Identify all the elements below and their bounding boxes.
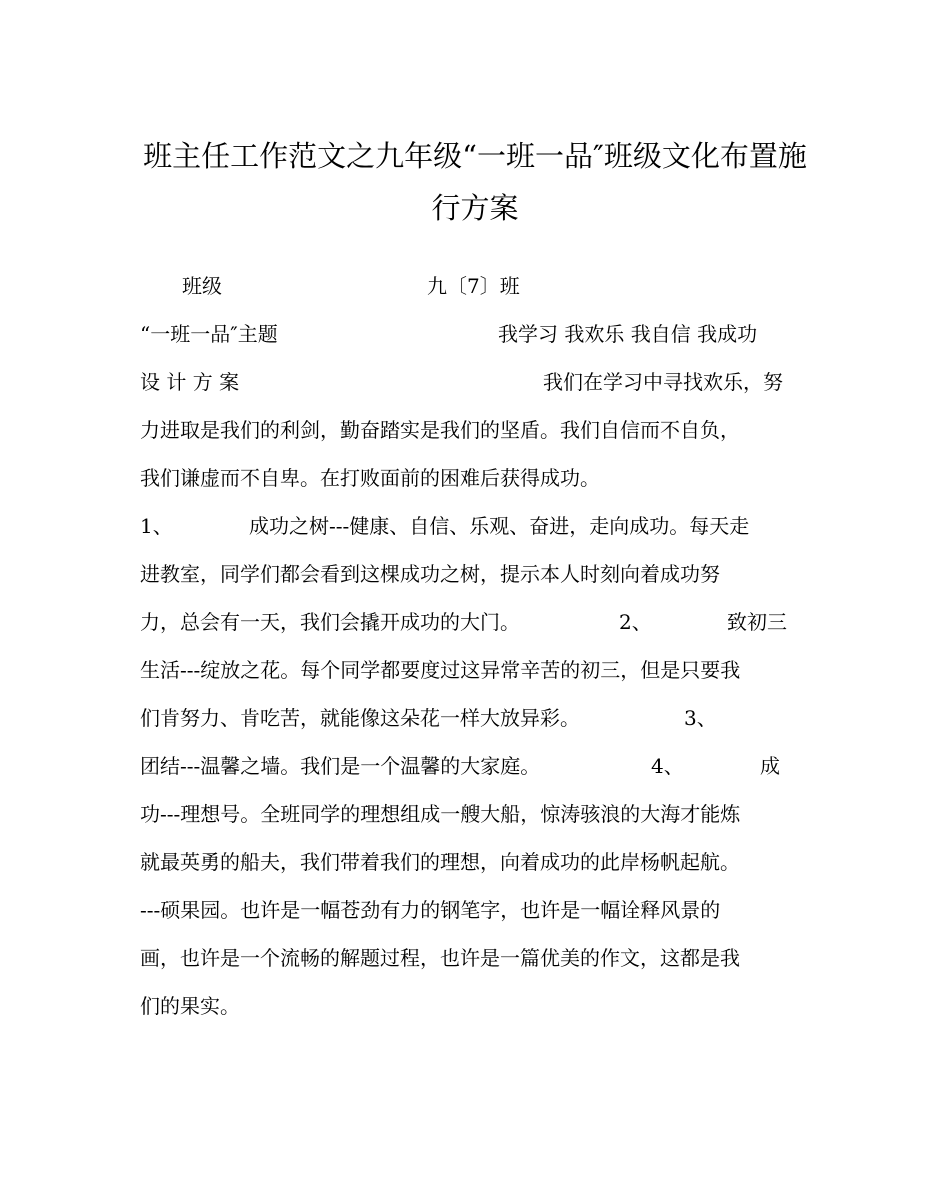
body-line: 我们谦虚而不自卑。在打败面前的困难后获得成功。 (140, 466, 600, 490)
design-value: 我们在学习中寻找欢乐，努 (543, 370, 783, 394)
body-line: 功---理想号。全班同学的理想组成一艘大船，惊涛骇浪的大海才能炼 (140, 802, 741, 826)
title-line-1: 班主任工作范文之九年级“一班一品″班级文化布置施 (143, 139, 807, 173)
document-title (100, 130, 850, 234)
item-number-2: 2、 (619, 610, 652, 634)
body-line: 画，也许是一个流畅的解题过程，也许是一篇优美的作文，这都是我 (140, 946, 740, 970)
body-line: 们肯努力、肯吃苦，就能像这朵花一样大放异彩。 (140, 706, 580, 730)
body-line: 力进取是我们的利剑，勤奋踏实是我们的坚盾。我们自信而不自负， (140, 418, 740, 442)
body-line: 成 (760, 754, 780, 778)
item-number-3: 3、 (684, 706, 717, 730)
body-line: 生活---绽放之花。每个同学都要度过这异常辛苦的初三，但是只要我 (140, 658, 741, 682)
body-line: 们的果实。 (140, 994, 240, 1018)
title-line-2: 行方案 (431, 191, 519, 225)
class-value: 九〔7〕班 (427, 274, 520, 298)
body-line: 力，总会有一天，我们会撬开成功的大门。 (140, 610, 520, 634)
body-line: 致初三 (727, 610, 787, 634)
design-label: 设 计 方 案 (140, 370, 240, 394)
theme-label: “一班一品″主题 (140, 322, 278, 346)
body-line: 成功之树---健康、自信、乐观、奋进，走向成功。每天走 (249, 514, 750, 538)
item-number-1: 1、 (140, 514, 173, 538)
body-line: ---硕果园。也许是一幅苍劲有力的钢笔字，也许是一幅诠释风景的 (140, 898, 721, 922)
theme-value: 我学习 我欢乐 我自信 我成功 (498, 322, 758, 346)
body-line: 团结---温馨之墙。我们是一个温馨的大家庭。 (140, 754, 541, 778)
class-label: 班级 (182, 274, 222, 298)
body-line: 进教室，同学们都会看到这棵成功之树，提示本人时刻向着成功努 (140, 562, 720, 586)
body-line: 就最英勇的船夫，我们带着我们的理想，向着成功的此岸杨帆起航。 (140, 850, 740, 874)
item-number-4: 4、 (651, 754, 684, 778)
